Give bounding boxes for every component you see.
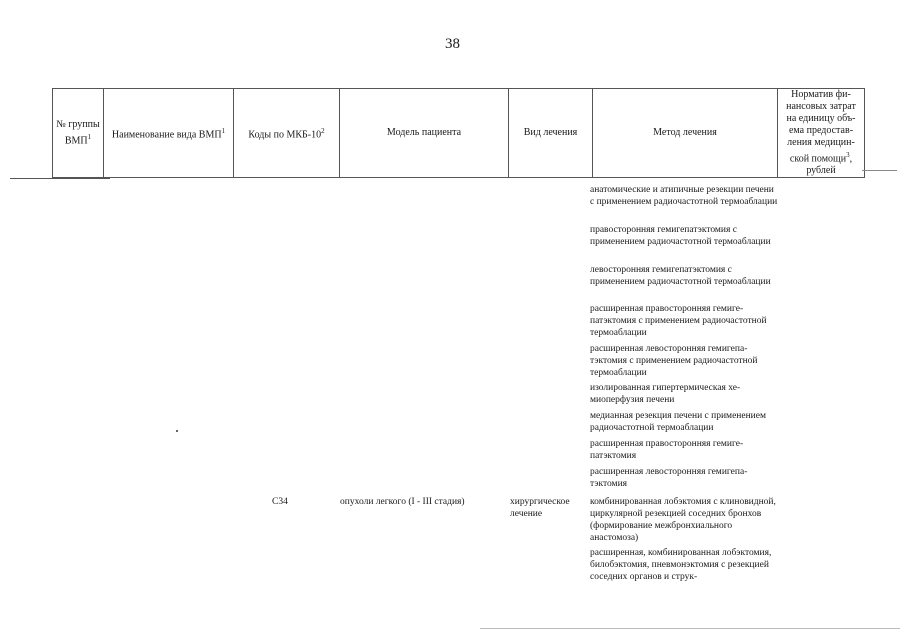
page-number: 38 xyxy=(445,36,460,52)
header-codes xyxy=(234,89,340,178)
method-item: расширенная правосторонняя гемигепатэктомия с применением радиочастотной термоаблации xyxy=(590,304,767,338)
scan-dash-line xyxy=(10,178,110,179)
method-item: медианная резекция печени с применением радиочастотной термоаблации xyxy=(590,411,766,433)
header-codes-footnote: 2 xyxy=(321,127,325,135)
header-codes-label: Коды по МКБ-10 xyxy=(248,129,322,141)
scan-speck xyxy=(176,430,178,432)
header-cost-norm xyxy=(778,89,865,178)
table-header xyxy=(52,88,865,178)
header-cost-norm-footnote: 3 xyxy=(846,151,850,159)
header-cost-norm-unit: , рублей xyxy=(806,153,853,177)
header-cost-norm-label: Норматив финансовых затрат на единицу объема предоставления медицинской помощи xyxy=(786,89,856,165)
row-treatment-type: хирургическое лечение xyxy=(510,497,570,519)
header-treatment-type-label: Вид лечения xyxy=(523,127,578,139)
method-item: расширенная, комбинированная лобэктомия, билобэктомия, пневмонэктомия с резекцией соседних органов и струк- xyxy=(590,548,772,582)
header-patient-model xyxy=(340,89,509,178)
method-item: расширенная левосторонняя гемигепатэктомия с применением радиочастотной термоаблации xyxy=(590,344,758,378)
method-item: расширенная правосторонняя гемигепатэктомия xyxy=(590,439,744,461)
header-treatment-method xyxy=(593,89,778,178)
header-group-no-footnote: 1 xyxy=(87,133,92,141)
method-item: расширенная левосторонняя гемигепатэктомия xyxy=(590,467,748,489)
header-name-label: Наименование вида ВМП xyxy=(111,129,222,141)
scan-bottom-line xyxy=(480,628,900,629)
header-name-footnote: 1 xyxy=(221,127,226,135)
header-patient-model-label: Модель пациента xyxy=(386,127,462,139)
scan-dash-line xyxy=(862,170,897,171)
method-item: анатомические и атипичные резекции печени с применением радиочастотной термоаблации xyxy=(590,185,778,207)
header-group-no-label: № группы ВМП xyxy=(56,119,100,147)
method-item: левосторонняя гемигепатэктомия с применением радиочастотной термоаблации xyxy=(590,265,771,287)
method-item: правосторонняя гемигепатэктомия с применением радиочастотной термоаблации xyxy=(590,225,771,247)
method-item: комбинированная лобэктомия с клиновидной, циркулярной резекцией соседних бронхов (формирование межбронхиального анастомоза) xyxy=(590,497,776,543)
header-name xyxy=(104,89,234,178)
method-item: изолированная гипертермическая хемиоперфузия печени xyxy=(590,383,741,405)
header-treatment-type xyxy=(509,89,593,178)
row-patient-model: опухоли легкого (I - III стадия) xyxy=(340,497,465,507)
header-group-no xyxy=(53,89,104,178)
row-code: С34 xyxy=(272,497,288,507)
header-treatment-method-label: Метод лечения xyxy=(653,127,717,139)
